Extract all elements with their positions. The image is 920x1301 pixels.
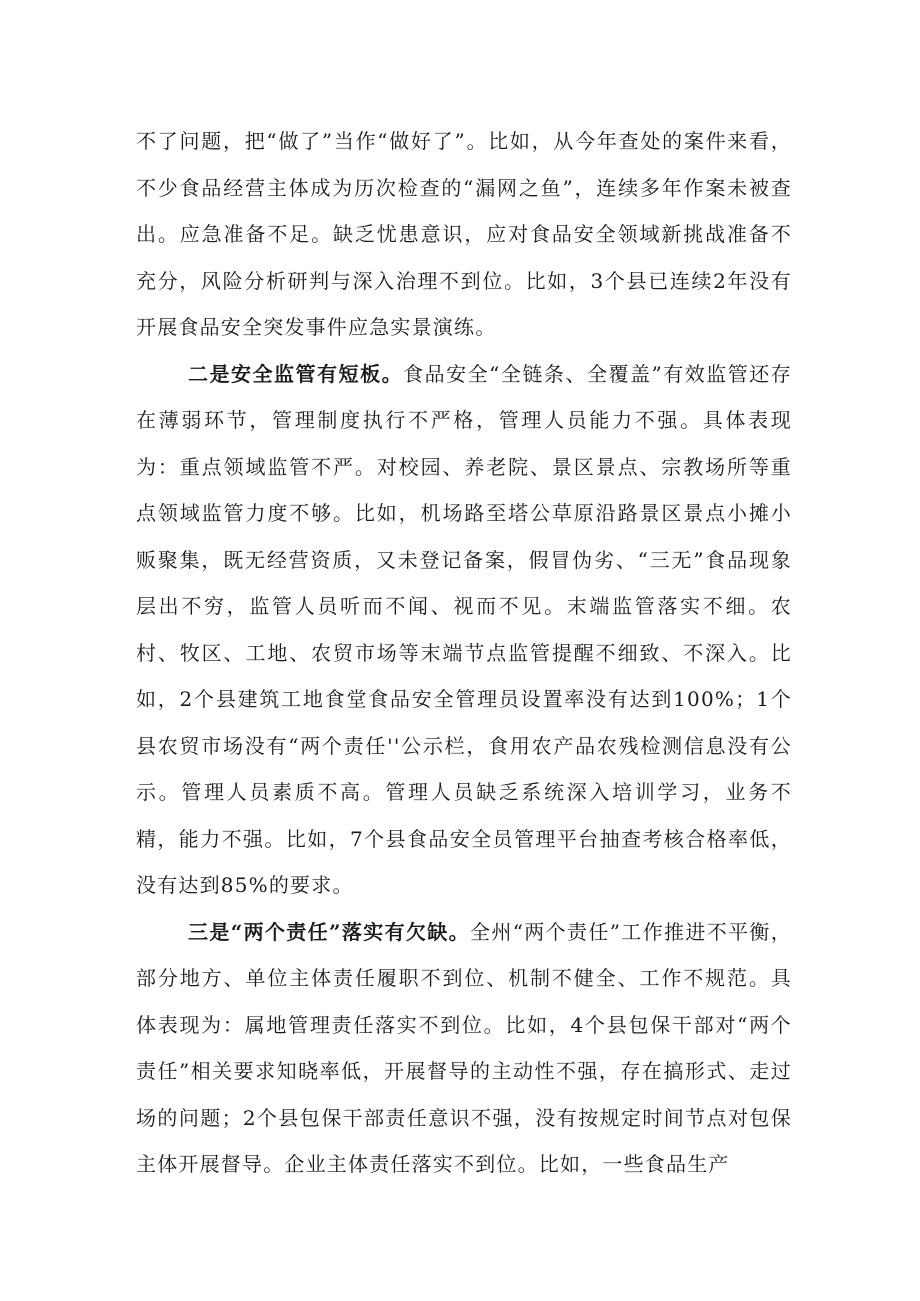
document-body	[136, 118, 792, 1188]
paragraph-3-text: 全州“两个责任”工作推进不平衡，部分地方、单位主体责任履职不到位、机制不健全、工作不规范。具体表现为：属地管理责任落实不到位。比如，4个县包保干部对“两个责任”相关要求知晓率低，开展督导的主动性不强，存在搞形式、走过场的问题；2个县包保干部责任意识不强，没有按规定时间节点对包保主体开展督导。企业主体责任落实不到位。比如，一些食品生产	[136, 919, 792, 1176]
paragraph-3-heading: 三是“两个责任”落实有欠缺。	[188, 919, 470, 944]
paragraph-3	[136, 909, 792, 1188]
paragraph-1	[136, 118, 792, 351]
paragraph-2-text: 食品安全“全链条、全覆盖”有效监管还存在薄弱环节，管理制度执行不严格，管理人员能力不强。具体表现为：重点领域监管不严。对校园、养老院、景区景点、宗教场所等重点领域监管力度不够。比如，机场路至塔公草原沿路景区景点小摊小贩聚集，既无经营资质，又未登记备案，假冒伪劣、“三无”食品现象层出不穷，监管人员听而不闻、视而不见。末端监管落实不细。农村、牧区、工地、农贸市场等末端节点监管提醒不细致、不深入。比如，2个县建筑工地食堂食品安全管理员设置率没有达到100%；1个县农贸市场没有“两个责任''公示栏，食用农产品农残检测信息没有公示。管理人员素质不高。管理人员缺乏系统深入培训学习，业务不精，能力不强。比如，7个县食品安全员管理平台抽查考核合格率低，没有达到85%的要求。	[136, 361, 792, 897]
paragraph-1-text: 不了问题，把“做了”当作“做好了”。比如，从今年查处的案件来看，不少食品经营主体成为历次检查的“漏网之鱼”，连续多年作案未被查出。应急准备不足。缺乏忧患意识，应对食品安全领域新挑战准备不充分，风险分析研判与深入治理不到位。比如，3个县已连续2年没有开展食品安全突发事件应急实景演练。	[136, 129, 792, 339]
paragraph-2	[136, 351, 792, 909]
paragraph-2-heading: 二是安全监管有短板。	[188, 361, 404, 386]
